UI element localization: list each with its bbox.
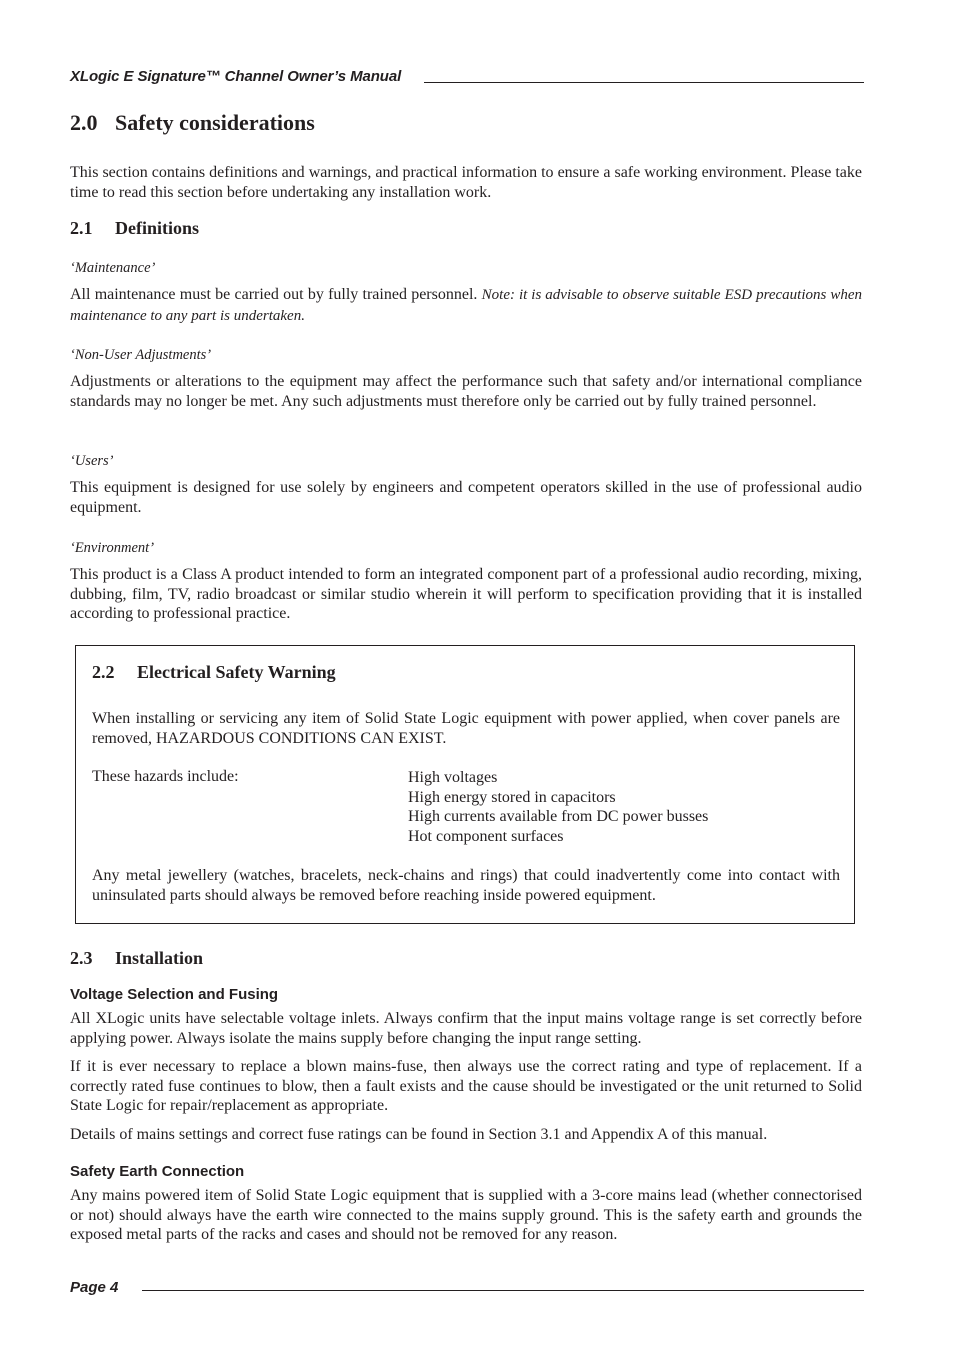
users-paragraph: This equipment is designed for use solely by engineers and competent operators skilled in the use of professional audio equipment. bbox=[70, 479, 862, 516]
term-users: ‘Users’ bbox=[70, 453, 114, 469]
list-item: High currents available from DC power busses bbox=[408, 808, 709, 826]
electrical-warning-box bbox=[75, 645, 855, 924]
section-number: 2.0 bbox=[70, 110, 98, 135]
list-item: High energy stored in capacitors bbox=[408, 788, 616, 806]
definitions-number: 2.1 bbox=[70, 218, 93, 238]
earth-paragraph: Any mains powered item of Solid State Logic equipment that is supplied with a 3-core mains lead (whether connectorised or not) should always have the earth wire connected to the mains supply ground. This is the safety earth and grounds the exposed metal parts of the racks and cases and should not be removed for any reason. bbox=[70, 1187, 862, 1244]
header-rule bbox=[424, 82, 864, 83]
maintenance-paragraph bbox=[70, 285, 862, 326]
section-title: Safety considerations bbox=[115, 110, 315, 135]
electrical-number: 2.2 bbox=[92, 662, 115, 682]
term-non-user-adjustments: ‘Non-User Adjustments’ bbox=[70, 347, 212, 363]
running-header bbox=[70, 68, 864, 90]
environment-paragraph: This product is a Class A product intended to form an integrated component part of a professional audio recording, mixing, dubbing, film, TV, radio broadcast or similar studio wherein it will perform to specification providing that it is installed according to professional practice. bbox=[70, 566, 862, 623]
voltage-heading: Voltage Selection and Fusing bbox=[70, 986, 279, 1003]
maintenance-text: All maintenance must be carried out by fully trained personnel. bbox=[70, 286, 482, 303]
section-intro: This section contains definitions and warnings, and practical information to ensure a safe working environment. Please take time to read this section before undertaking any installation work. bbox=[70, 164, 862, 201]
esd-note: Note: it is advisable to observe suitable ESD precautions when maintenance to any part is undertaken. bbox=[70, 287, 862, 324]
hazards-list bbox=[408, 768, 708, 846]
page-footer bbox=[70, 1279, 864, 1301]
term-maintenance: ‘Maintenance’ bbox=[70, 260, 156, 276]
voltage-paragraph-2: If it is ever necessary to replace a blown mains-fuse, then always use the correct rating and type of replacement. If a correctly rated fuse continues to blow, then a fault exists and the cause should be investigated or the unit returned to Solid State Logic for repair/replacement as appropriate. bbox=[70, 1058, 862, 1115]
definitions-title: Definitions bbox=[115, 218, 200, 238]
hazards-label: These hazards include: bbox=[92, 768, 239, 785]
section-heading bbox=[70, 110, 315, 136]
installation-number: 2.3 bbox=[70, 948, 93, 968]
manual-title: XLogic E Signature™ Channel Owner’s Manual bbox=[70, 68, 402, 85]
term-environment: ‘Environment’ bbox=[70, 540, 155, 556]
non-user-paragraph: Adjustments or alterations to the equipment may affect the performance such that safety and/or international compliance standards may no longer be met. Any such adjustments must therefore only be carried out by fully trained personnel. bbox=[70, 373, 862, 410]
electrical-title: Electrical Safety Warning bbox=[137, 662, 336, 682]
installation-heading bbox=[70, 948, 203, 969]
installation-title: Installation bbox=[115, 948, 204, 968]
list-item: High voltages bbox=[408, 769, 498, 786]
jewellery-paragraph: Any metal jewellery (watches, bracelets, neck-chains and rings) that could inadvertently come into contact with uninsulated parts should always be removed before reaching inside powered equipment. bbox=[92, 867, 840, 904]
earth-heading: Safety Earth Connection bbox=[70, 1163, 245, 1180]
list-item: Hot component surfaces bbox=[408, 827, 564, 845]
voltage-paragraph-3: Details of mains settings and correct fuse ratings can be found in Section 3.1 and Appendix A of this manual. bbox=[70, 1126, 768, 1143]
voltage-paragraph-1: All XLogic units have selectable voltage inlets. Always confirm that the input mains voltage range is set correctly before applying power. Always isolate the mains supply before changing the input range setting. bbox=[70, 1010, 862, 1047]
electrical-heading bbox=[92, 662, 336, 683]
page-number: Page 4 bbox=[70, 1279, 119, 1296]
electrical-paragraph: When installing or servicing any item of Solid State Logic equipment with power applied, when cover panels are removed, HAZARDOUS CONDITIONS CAN EXIST. bbox=[92, 710, 840, 747]
footer-rule bbox=[142, 1290, 864, 1291]
definitions-heading bbox=[70, 218, 199, 239]
